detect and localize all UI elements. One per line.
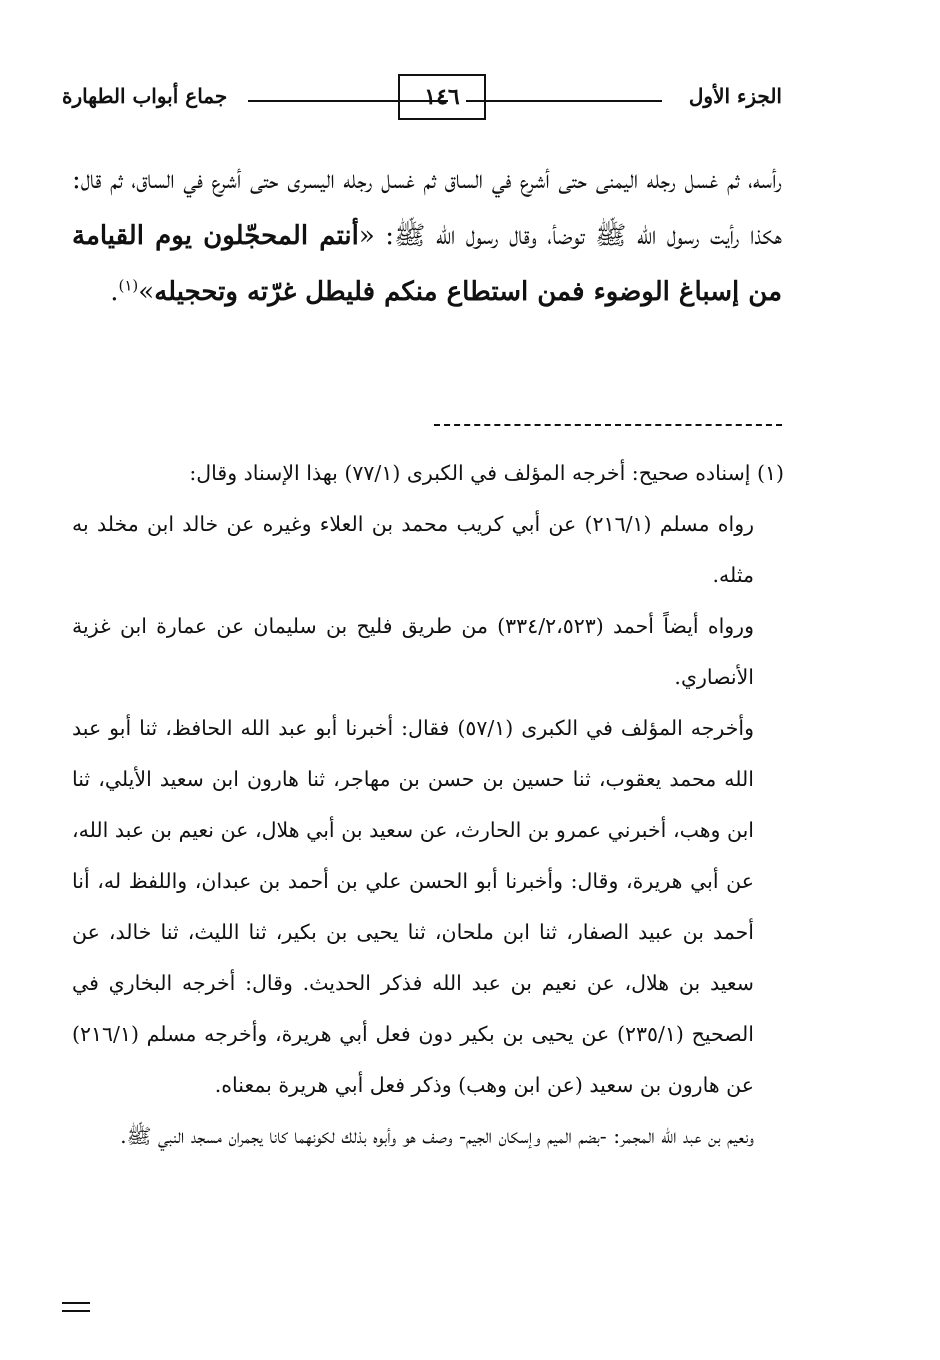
footnote-paragraph: ورواه أيضاً أحمد (٣٣٤/٢،٥٢٣) من طريق فليح بن سليمان عن عمارة ابن غزية الأنصاري. [72,614,754,689]
footnote-paragraph: وأخرجه المؤلف في الكبرى (٥٧/١) فقال: أخبرنا أبو عبد الله الحافظ، ثنا أبو عبد الله محمد يعقوب، ثنا حسين بن حسن بن مهاجر، ثنا هارون ابن سعيد الأيلي، ثنا ابن وهب، أخبرني عمرو بن الحارث، عن سعيد بن أبي هلال، عن نعيم بن عبد الله، عن أبي هريرة، وقال: وأخبرنا أبو الحسن علي بن أحمد بن عبدان، واللفظ له، أنا أحمد بن عبيد الصفار، ثنا ابن ملحان، ثنا يحيى بن بكير، ثنا الليث، ثنا خالد، عن سعيد بن هلال، عن نعيم بن عبد الله فذكر الحديث. وقال: أخرجه البخاري في الصحيح (٢٣٥/١) عن يحيى بن بكير دون فعل أبي هريرة، وأخرجه مسلم (٢١٦/١) عن هارون بن سعيد (عن ابن وهب) وذكر فعل أبي هريرة بمعناه. [72,716,754,1097]
main-paragraph [72,152,782,320]
main-intro: رأسه، ثم غسل رجله اليمنى حتى أشرع في الساق ثم غسل رجله اليسرى حتى أشرع في الساق، ثم قال: هكذا رأيت رسول الله ﷺ توضأ، وقال رسول الله ﷺ: « [72,165,782,251]
running-header [62,74,782,124]
main-end: . [110,277,119,307]
footnotes [72,448,784,1162]
hadith-close: » [138,277,155,307]
footnote-paragraph: (١) إسناده صحيح: أخرجه المؤلف في الكبرى (٧٧/١) بهذا الإسناد وقال: [189,461,784,485]
footnote-paragraph: رواه مسلم (٢١٦/١) عن أبي كريب محمد بن العلاء وغيره عن خالد ابن مخلد به مثله. [72,512,754,587]
main-text [72,152,782,320]
footnote-paragraph: ونعيم بن عبد الله المجمر: -بضم الميم وإسكان الجيم- وصف هو وأبوه بذلك لكونهما كانا يجمران مسجد النبي ﷺ. [120,1124,754,1148]
header-rule-right [466,100,662,102]
volume-title: الجزء الأول [688,84,782,108]
page-number: ١٤٦ [398,74,486,120]
footnote-reference: (١) [118,276,139,295]
chapter-title: جماع أبواب الطهارة [62,84,228,108]
footnote-separator [434,424,782,426]
header-rule-left [248,100,448,102]
end-mark [62,1302,90,1312]
hadith-text: أنتم المحجّلون يوم القيامة من إسباغ الوضوء فمن استطاع منكم فليطل غرّته وتحجيله [72,221,782,307]
